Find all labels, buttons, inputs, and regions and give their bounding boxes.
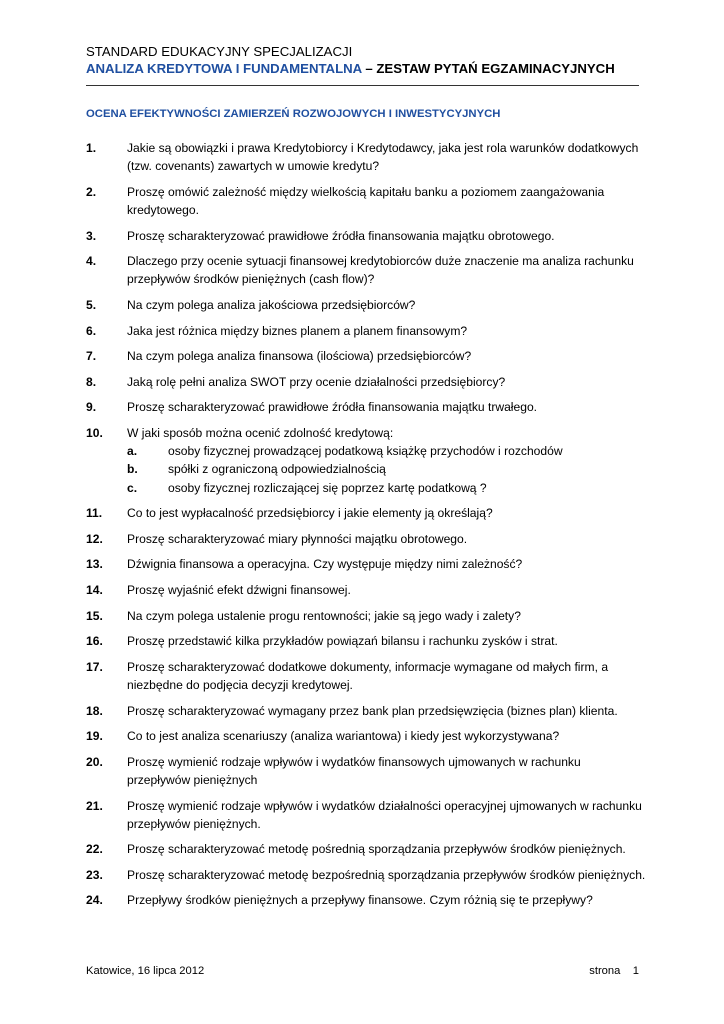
question-text: Na czym polega ustalenie progu rentowności; jakie są jego wady i zalety? bbox=[127, 608, 521, 623]
sub-question-text: osoby fizycznej prowadzącej podatkową książkę przychodów i rozchodów bbox=[168, 444, 563, 459]
header-exam-title bbox=[86, 60, 639, 77]
question-text: Jakie są obowiązki i prawa Kredytobiorcy i Kredytodawcy, jaka jest rola warunków dodatkowych (tzw. covenants) zawartych w umowie kredytu? bbox=[127, 141, 639, 174]
question-number: 15. bbox=[86, 608, 103, 623]
question-text: Proszę wymienić rodzaje wpływów i wydatków działalności operacyjnej ujmowanych w rachunku przepływów pieniężnych. bbox=[127, 798, 642, 831]
question-text: Przepływy środków pieniężnych a przepływy finansowe. Czym różnią się te przepływy? bbox=[127, 893, 593, 908]
question-item bbox=[86, 632, 646, 650]
question-text: Proszę scharakteryzować metodę pośrednią sporządzania przepływów środków pieniężnych. bbox=[127, 842, 626, 857]
question-number: 7. bbox=[86, 349, 97, 364]
question-number: 14. bbox=[86, 582, 103, 597]
question-number: 8. bbox=[86, 374, 97, 389]
question-number: 4. bbox=[86, 254, 97, 269]
document-header bbox=[86, 43, 639, 77]
question-number: 16. bbox=[86, 634, 103, 649]
question-item bbox=[86, 581, 646, 599]
question-item bbox=[86, 891, 646, 909]
question-text: Proszę omówić zależność między wielkością kapitału banku a poziomem zaangażowania kredytowego. bbox=[127, 184, 605, 217]
header-divider bbox=[86, 85, 639, 86]
question-number: 19. bbox=[86, 729, 103, 744]
question-number: 17. bbox=[86, 659, 103, 674]
sub-question-letter: b. bbox=[127, 462, 138, 477]
question-item bbox=[86, 658, 646, 694]
footer-page-number: strona 1 bbox=[589, 965, 639, 977]
question-number: 10. bbox=[86, 425, 103, 440]
question-item bbox=[86, 840, 646, 858]
question-item bbox=[86, 398, 646, 416]
question-number: 20. bbox=[86, 754, 103, 769]
question-text: Jaką rolę pełni analiza SWOT przy ocenie działalności przedsiębiorcy? bbox=[127, 374, 506, 389]
footer-date: Katowice, 16 lipca 2012 bbox=[86, 965, 205, 977]
question-text: Proszę wyjaśnić efekt dźwigni finansowej. bbox=[127, 582, 351, 597]
question-text: Proszę scharakteryzować prawidłowe źródła finansowania majątku trwałego. bbox=[127, 400, 538, 415]
question-item bbox=[86, 727, 646, 745]
sub-question-item bbox=[127, 460, 646, 478]
question-item bbox=[86, 322, 646, 340]
question-item bbox=[86, 797, 646, 833]
question-text: Dźwignia finansowa a operacyjna. Czy występuje między nimi zależność? bbox=[127, 557, 523, 572]
question-text: Proszę scharakteryzować miary płynności majątku obrotowego. bbox=[127, 531, 468, 546]
header-standard-title: STANDARD EDUKACYJNY SPECJALIZACJI bbox=[86, 44, 353, 59]
question-item bbox=[86, 183, 646, 219]
header-exam-set: – ZESTAW PYTAŃ EGZAMINACYJNYCH bbox=[361, 61, 615, 76]
question-item bbox=[86, 373, 646, 391]
question-text: Jaka jest różnica między biznes planem a planem finansowym? bbox=[127, 323, 468, 338]
question-text: Proszę przedstawić kilka przykładów powiązań bilansu i rachunku zysków i strat. bbox=[127, 634, 558, 649]
question-number: 1. bbox=[86, 141, 97, 155]
question-item bbox=[86, 504, 646, 522]
sub-question-letter: c. bbox=[127, 480, 138, 495]
question-item bbox=[86, 227, 646, 245]
question-item bbox=[86, 702, 646, 720]
question-item bbox=[86, 866, 646, 884]
question-item bbox=[86, 530, 646, 548]
question-number: 13. bbox=[86, 557, 103, 572]
question-number: 23. bbox=[86, 867, 103, 882]
sub-question-item bbox=[127, 442, 646, 460]
question-number: 21. bbox=[86, 798, 103, 813]
section-title: OCENA EFEKTYWNOŚCI ZAMIERZEŃ ROZWOJOWYCH I INWESTYCYJNYCH bbox=[86, 108, 501, 120]
question-text: Na czym polega analiza jakościowa przedsiębiorców? bbox=[127, 297, 416, 312]
question-text: Dlaczego przy ocenie sytuacji finansowej kredytobiorców duże znaczenie ma analiza rachunku przepływów środków pieniężnych (cash flow)? bbox=[127, 254, 634, 287]
question-item bbox=[86, 347, 646, 365]
question-text: Proszę scharakteryzować metodę bezpośrednią sporządzania przepływów środków pieniężnych. bbox=[127, 867, 646, 882]
question-text: Proszę wymienić rodzaje wpływów i wydatków finansowych ujmowanych w rachunku przepływów pieniężnych bbox=[127, 754, 581, 787]
question-text: Co to jest analiza scenariuszy (analiza wariantowa) i kiedy jest wykorzystywana? bbox=[127, 729, 560, 744]
question-text: Co to jest wypłacalność przedsiębiorcy i jakie elementy ją określają? bbox=[127, 506, 493, 521]
question-number: 11. bbox=[86, 506, 103, 521]
question-number: 24. bbox=[86, 893, 103, 908]
question-item bbox=[86, 607, 646, 625]
question-text: W jaki sposób można ocenić zdolność kredytową: bbox=[127, 425, 394, 440]
sub-question-item bbox=[127, 479, 646, 497]
question-item bbox=[86, 555, 646, 573]
question-item bbox=[86, 296, 646, 314]
sub-question-text: osoby fizycznej rozliczającej się poprzez kartę podatkową ? bbox=[168, 480, 487, 495]
question-number: 22. bbox=[86, 842, 103, 857]
question-number: 5. bbox=[86, 297, 97, 312]
question-text: Proszę scharakteryzować dodatkowe dokumenty, informacje wymagane od małych firm, a niezbędne do podjęcia decyzji kredytowej. bbox=[127, 659, 609, 692]
question-number: 6. bbox=[86, 323, 97, 338]
sub-question-letter: a. bbox=[127, 444, 138, 459]
question-text: Proszę scharakteryzować prawidłowe źródła finansowania majątku obrotowego. bbox=[127, 228, 555, 243]
question-item bbox=[86, 424, 646, 497]
question-item bbox=[86, 139, 646, 175]
question-text: Na czym polega analiza finansowa (ilościowa) przedsiębiorców? bbox=[127, 349, 472, 364]
question-item bbox=[86, 753, 646, 789]
question-number: 9. bbox=[86, 400, 97, 415]
question-number: 18. bbox=[86, 703, 103, 718]
question-item bbox=[86, 252, 646, 288]
question-text: Proszę scharakteryzować wymagany przez bank plan przedsięwzięcia (biznes plan) klienta. bbox=[127, 703, 618, 718]
question-list bbox=[86, 139, 646, 917]
header-specialization: ANALIZA KREDYTOWA I FUNDAMENTALNA bbox=[86, 61, 362, 76]
sub-question-text: spółki z ograniczoną odpowiedzialnością bbox=[168, 462, 386, 477]
question-number: 12. bbox=[86, 531, 103, 546]
question-number: 2. bbox=[86, 184, 97, 199]
question-number: 3. bbox=[86, 228, 97, 243]
